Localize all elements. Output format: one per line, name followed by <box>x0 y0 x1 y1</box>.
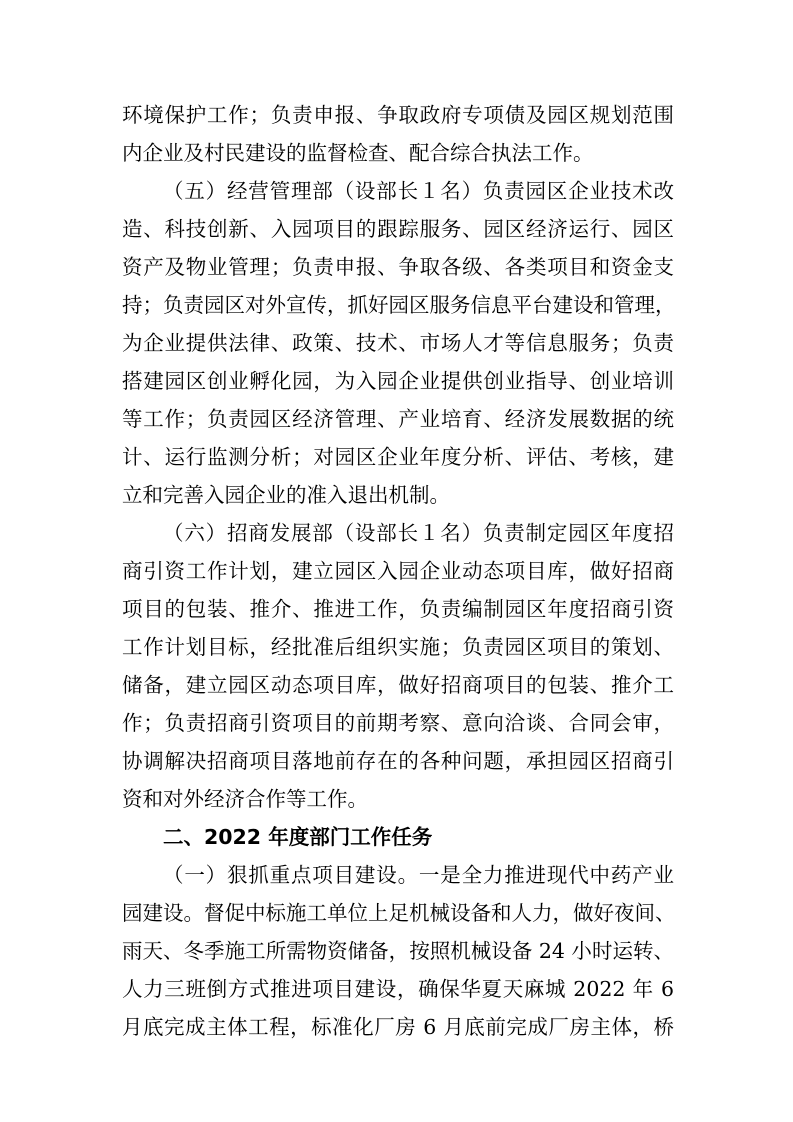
paragraph-line: 项目的包装、推介、推进工作，负责编制园区年度招商引资 <box>122 597 674 621</box>
paragraph-line: 为企业提供法律、政策、技术、市场人才等信息服务；负责 <box>122 331 674 355</box>
paragraph-line: 月底完成主体工程，标准化厂房 6 月底前完成厂房主体，桥 <box>122 1015 674 1039</box>
paragraph-line: 园建设。督促中标施工单位上足机械设备和人力，做好夜间、 <box>122 901 676 925</box>
paragraph-line: 资和对外经济合作等工作。 <box>122 787 368 811</box>
paragraph-line: （六）招商发展部（设部长１名）负责制定园区年度招 <box>163 521 674 545</box>
section-heading: 二、2022 年度部门工作任务 <box>163 825 433 849</box>
paragraph-line: 环境保护工作；负责申报、争取政府专项债及园区规划范围 <box>122 103 674 127</box>
paragraph-line: 储备，建立园区动态项目库，做好招商项目的包装、推介工 <box>122 673 674 697</box>
paragraph-line: 工作计划目标，经批准后组织实施；负责园区项目的策划、 <box>122 635 674 659</box>
paragraph-line: 持；负责园区对外宣传，抓好园区服务信息平台建设和管理， <box>122 293 676 317</box>
paragraph-line: 人力三班倒方式推进项目建设，确保华夏天麻城 2022 年 6 <box>122 977 674 1001</box>
paragraph-line: （五）经营管理部（设部长１名）负责园区企业技术改 <box>163 179 674 203</box>
paragraph-line: 雨天、冬季施工所需物资储备，按照机械设备 24 小时运转、 <box>122 939 674 963</box>
paragraph-line: 等工作；负责园区经济管理、产业培育、经济发展数据的统 <box>122 407 674 431</box>
paragraph-line: 内企业及村民建设的监督检查、配合综合执法工作。 <box>122 141 594 165</box>
paragraph-line: 作；负责招商引资项目的前期考察、意向洽谈、合同会审， <box>122 711 674 735</box>
paragraph-line: 协调解决招商项目落地前存在的各种问题，承担园区招商引 <box>122 749 674 773</box>
paragraph-line: 造、科技创新、入园项目的跟踪服务、园区经济运行、园区 <box>122 217 674 241</box>
paragraph-line: 立和完善入园企业的准入退出机制。 <box>122 483 450 507</box>
paragraph-line: 计、运行监测分析；对园区企业年度分析、评估、考核，建 <box>122 445 674 469</box>
paragraph-line: （一）狠抓重点项目建设。一是全力推进现代中药产业 <box>163 863 674 887</box>
paragraph-line: 商引资工作计划，建立园区入园企业动态项目库，做好招商 <box>122 559 674 583</box>
paragraph-line: 资产及物业管理；负责申报、争取各级、各类项目和资金支 <box>122 255 674 279</box>
paragraph-line: 搭建园区创业孵化园，为入园企业提供创业指导、创业培训 <box>122 369 674 393</box>
